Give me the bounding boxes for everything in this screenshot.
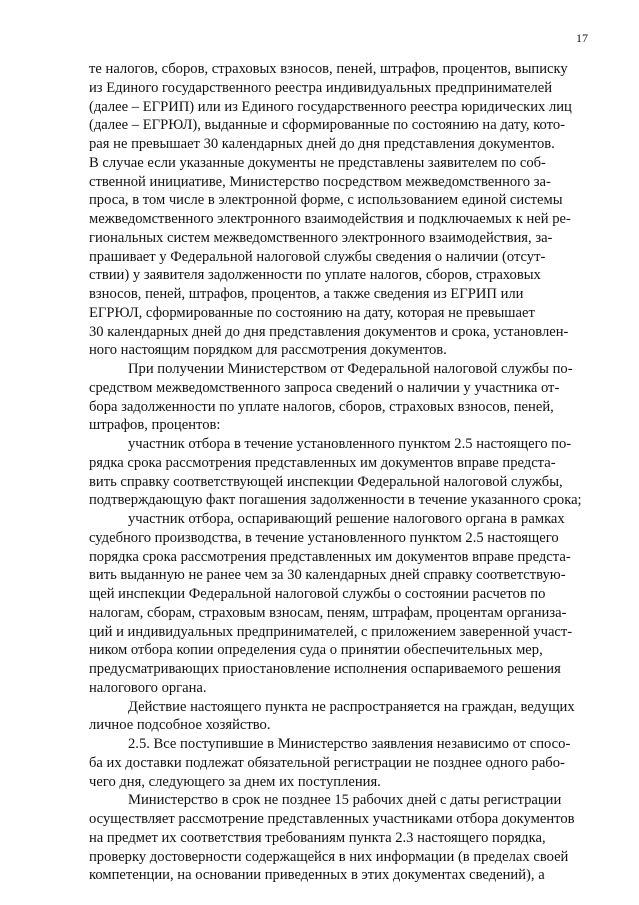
paragraph-review-period: Министерство в срок не позднее 15 рабочих дней с даты регистрации осуществляет рассмотрение представленных участниками отбора документов на предмет их соответствия требованиям пункта 2.3 настоящего порядка, проверку достоверности содержащейся в них информации (в пределах своей компетенции, на основании приведенных в этих документах сведений), а	[89, 792, 575, 884]
page-number: 17	[576, 31, 588, 45]
document-body	[89, 60, 594, 885]
paragraph-ministry-request: При получении Министерством от Федеральной налоговой службы по- средством межведомственного запроса сведений о наличии у участника от- бора задолженности по уплате налогов, сборов, страховых взносов, пеней, штрафов, процентов:	[89, 361, 573, 434]
paragraph-continuation: те налогов, сборов, страховых взносов, пеней, штрафов, процентов, выписку из Единого государственного реестра индивидуальных предпринимателей (далее – ЕГРИП) или из Единого государственного реестра юридических лиц (далее – ЕГРЮЛ), выданные и сформированные по состоянию на дату, кото- рая не превышает 30 календарных дней до дня представления документов. В случае если указанные документы не представлены заявителем по соб- ственной инициативе, Министерство посредством межведомственного за- проса, в том числе в электронной форме, с использованием единой системы межведомственного электронного взаимодействия и подключаемых к ней ре- гиональных систем межведомственного электронного взаимодействия, за- прашивает у Федеральной налоговой службы сведения о наличии (отсут- ствии) у заявителя задолженности по уплате налогов, сборов, страховых взносов, пеней, штрафов, процентов, а также сведения из ЕГРИП или ЕГРЮЛ, сформированные по состоянию на дату, которая не превышает 30 календарных дней до дня представления документов и срока, установлен- ного настоящим порядком для рассмотрения документов.	[89, 61, 572, 359]
paragraph-registration: 2.5. Все поступившие в Министерство заявления независимо от спосо- ба их доставки подлежат обязательной регистрации не позднее одного рабо- чего дня, следующего за днем их поступления.	[89, 736, 571, 790]
paragraph-debt-repayment-certificate: участник отбора в течение установленного пунктом 2.5 настоящего по- рядка срока рассмотрения представленных им документов вправе предста- вить справку соответствующей инспекции Федеральной налоговой службы, подтверждающую факт погашения задолженности в течение указанного срока;	[89, 436, 582, 509]
paragraph-court-dispute: участник отбора, оспаривающий решение налогового органа в рамках судебного производства, в течение установленного пунктом 2.5 настоящего порядка срока рассмотрения представленных им документов вправе предста- вить выданную не ранее чем за 30 календарных дней справку соответствую- щей инспекции Федеральной налоговой службы о состоянии расчетов по налогам, сборам, страховым взносам, пеням, штрафам, процентам организа- ций и индивидуальных предпринимателей, с приложением заверенной участ- ником отбора копии определения суда о принятии обеспечительных мер, предусматривающих приостановление исполнения оспариваемого решения налогового органа.	[89, 511, 573, 696]
paragraph-exception: Действие настоящего пункта не распространяется на граждан, ведущих личное подсобное хозяйство.	[89, 698, 575, 734]
